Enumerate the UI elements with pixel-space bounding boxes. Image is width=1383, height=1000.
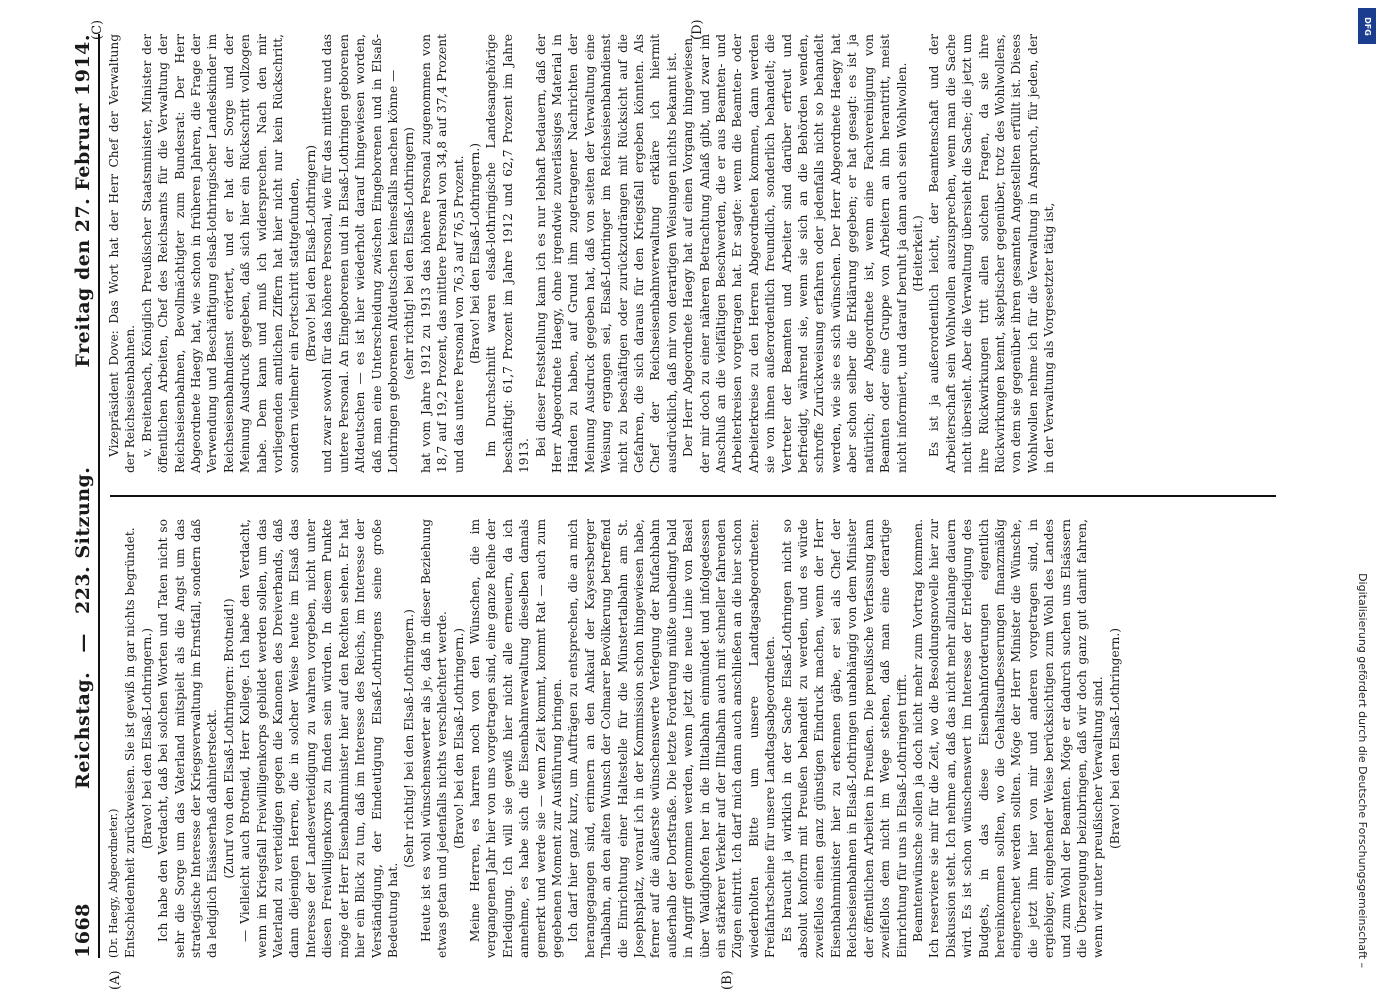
header-title [72, 368, 94, 888]
interjection: (Bravo! bei den Elsaß-Lothringern) [303, 144, 318, 363]
page-number: 1668 [72, 903, 94, 958]
interjection: (Bravo! bei den Elsaß-Lothringern.) [1107, 628, 1122, 849]
interjection: (Zuruf von den Elsaß-Lothringern: Brotneid!) [221, 598, 236, 879]
right-paragraph: und zwar sowohl für das höhere Personal, wie für das mittlere und das untere Personal. An Eingeborenen und in Elsaß-Lothringen geborenen Altdeutschen — es ist hier wiederholt darauf hingewiesen worden, daß man eine Unterscheidung zwischen Eingeborenen und in Elsaß-Lothringen geborenen Altdeutschen keinesfalls machen könne — [320, 33, 400, 474]
left-paragraph: Entschiedenheit zurückweisen. Sie ist gewiß in gar nichts begründet. [123, 527, 138, 958]
header-session: 223. Sitzung. [72, 466, 94, 615]
left-paragraph: Ich darf hier ganz kurz, um Aufträgen zu entsprechen, die an mich herangegangen sind, erinnern an den Ankauf der Kaysersberger Thalbahn, an den alten Wunsch der Colmarer Bevölkerung betreffend die Einrichtung einer Haltestelle für die Münstertalbahn am St. Josephsplatz, worauf ich in der Kommission schon hingewiesen habe, ferner auf die äußerste wünschenswerte Verlegung der Rufachbahn außerhalb der Dorfstraße. Die letzte Forderung müßte unbedingt bald in Angriff genommen werden, wenn jetzt die neue Linie von Basel über Waldighofen her in die Illtalbahn einmündet und infolgedessen ein stärkerer Verkehr auf der Illtalbahn auch mit schneller fahrenden Zügen eintritt. Ich darf mich dann auch anschließen an die hier schon wiederholten Bitte um unsere Landtagsabgeordneten: Freifahrtscheine für unsere Landtagsabgeordneten. [566, 518, 778, 958]
interjection: (Bravo! bei den Elsaß-Lothringern.) [139, 628, 154, 849]
header-dash: — [72, 633, 94, 653]
right-paragraph: Es ist ja außerordentlich leicht, der Beamtenschaft und der Arbeiterschaft sein Wohlwollen auszusprechen, wenn man die Sache nicht übersieht. Aber die Verwaltung übersieht die Sache; die jetzt um ihre Rückwirkungen tritt allen solchen Fragen, da sie ihre Rückwirkungen kennt, skeptischer gegenüber, trotz des Wohlwollens, von dem sie gegenüber ihren gesamten Angestellten erfüllt ist. Dieses Wohlwollen nehme ich für die Verwaltung in Anspruch, für jeden, der in der Verwaltung als Vorgesetzter tätig ist, [927, 33, 1057, 474]
right-paragraph: Bei dieser Feststellung kann ich es nur lebhaft bedauern, daß der Herr Abgeordnete Haegy, ohne irgendwie zuverlässiges Material in Händen zu haben, auf Grund ihm zugetragener Nachrichten der Meinung Ausdruck gegeben hat, daß von seiten der Verwaltung eine Weisung ergangen sei, Elsaß-Lothringer im Reichseisenbahndienst nicht zu beschäftigen oder zurückzudrängen mit Rücksicht auf die Gefahren, die sich daraus für den Kriegsfall ergeben könnten. Als Chef der Reichseisenbahnverwaltung erkläre ich hiermit ausdrücklich, daß mir von derartigen Weisungen nichts bekannt ist. [533, 33, 679, 474]
margin-marker-c: (C) [90, 19, 105, 40]
header-date: Freitag den 27. Februar 1914. [72, 34, 94, 368]
left-paragraph: Ich habe den Verdacht, daß bei solchen Worten und Taten nicht so sehr die Sorge um das Vaterland mitspielt als die Angst um das strategische Interesse der Kriegsverwaltung im Ernstfall, sondern daß da lediglich Eisässerhaß dahintersteckt. [156, 518, 220, 958]
left-column [106, 519, 1276, 958]
interjection: (sehr richtig! bei den Elsaß-Lothringern) [402, 127, 417, 380]
left-paragraph: Meine Herren, es harren noch von den Wünschen, die im vergangenen Jahr hier von uns vorgetragen sind, eine ganze Reihe der Erledigung. Ich will sie gewiß hier nicht alle erneuern, da ich annehme, es habe sich die Eisenbahnverwaltung dieselben damals gemerkt und werde sie — wenn Zeit kommt, kommt Rat — auch zum gegebenen Moment zur Ausführung bringen. [467, 518, 564, 958]
left-paragraph: — Vielleicht auch Brotneid, Herr Kollege. Ich habe den Verdacht, wenn im Kriegsfall Freiwilligenkorps gebildet werden sollen, um das Vaterland zu verteidigen gegen die Kanonen des Dreiverbands, daß dann diejenigen Herren, die in solcher Weise heute im Elsaß das Interesse der Landesverteidigung zu wahren vorgeben, nicht unter diesen Freiwilligenkorps zu finden sein würden. In diesem Punkte möge der Herr Eisenbahnminister hier auf den Rechten sehen. Er hat hier ein Blick zu tun, daß im Interesse des Reichs, im Interesse der Verständigung, der Eindeutigung Elsaß-Lothringens seine große Bedeutung hat. [238, 518, 400, 958]
left-paragraph: Heute ist es wohl wünschenswerter als je, daß in dieser Beziehung etwas getan und jedenfalls nichts verschlechtert werde. [418, 518, 450, 958]
right-paragraph: hat vom Jahre 1912 zu 1913 das höhere Personal zugenommen von 18,7 auf 19,2 Prozent, das mittlere Personal von 34,8 auf 37,4 Prozent und das untere Personal von 76,3 auf 76,5 Prozent. [418, 33, 466, 474]
dfg-logo-text: DFG [1362, 16, 1372, 36]
margin-marker-b: (B) [720, 970, 735, 990]
speaker-note: (Dr. Haegy, Abgeordneter.) [107, 808, 120, 958]
digitization-note-text: Digitalisierung gefördert durch die Deutsche Forschungsgemeinschaft – [1356, 573, 1369, 968]
left-paragraph: Beamtenwünsche sollen ja doch nicht mehr zum Vortrag kommen. Ich reserviere sie mir für die Zeit, wo die Besoldungsnovelle hier zur Diskussion steht. Ich nehme an, daß das nicht mehr allzulange dauern wird. Es ist schon wünschenswert im Interesse der Erledigung des Budgets, in das diese Eisenbahnforderungen eigentlich hereinkommen sollten, wo die Gehaltsaufbesserungen finanzmäßig eingerechnet werden sollten. Möge der Herr Minister die Wünsche, die jetzt ihm hier von mir und anderen vorgetragen sind, in ergiebiger, eingehender Weise berücksichtigen zum Wohl des Landes und zum Wohl der Beamten. Möge er dadurch suchen uns Elsässern die Überzeugung beizubringen, daß wir doch ganz gut damit fahren, wenn wir unter preußischer Verwaltung sind. [910, 518, 1106, 958]
right-column [106, 34, 1276, 473]
rotated-page [40, 0, 1340, 1000]
interjection: (Heiterkeit.) [910, 215, 925, 292]
margin-marker-a: (A) [108, 970, 123, 990]
interjection: (Bravo! bei den Elsaß-Lothringern.) [467, 143, 482, 364]
digitization-note [1351, 8, 1377, 988]
columns [106, 34, 1276, 958]
dfg-logo [1358, 8, 1376, 44]
right-paragraph: Im Durchschnitt waren elsaß-lothringische Landesangehörige beschäftigt: 61,7 Prozent im Jahre 1912 und 62,7 Prozent im Jahre 1913. [484, 33, 532, 474]
interjection: (Bravo! bei den Elsaß-Lothringern.) [451, 628, 466, 849]
right-paragraph: v. Breitenbach, Königlich Preußischer Staatsminister, Minister der öffentlichen Arbeiten, Chef des Reichsamts für die Verwaltung der Reichseisenbahnen, Bevollmächtigter zum Bundesrat: Der Herr Abgeordnete Haegy hat, wie schon in früheren Jahren, die Frage der Verwendung und Beschäftigung elsaß-lothringischer Landeskinder im Reichseisenbahndienst erörtert, und er hat der Sorge und der Meinung Ausdruck gegeben, daß sich hier ein Rückschritt vollzogen habe. Dem kann und muß ich widersprechen. Nach den mir vorliegenden amtlichen Ziffern hat hier nicht nur kein Rückschritt, sondern vielmehr ein Fortschritt stattgefunden, [139, 33, 302, 474]
right-paragraph: Vizepräsident Dove: Das Wort hat der Herr Chef der Verwaltung der Reichseisenbahnen. [107, 33, 138, 474]
interjection: (Sehr richtig! bei den Elsaß-Lothringern.) [402, 609, 417, 868]
column-divider [110, 495, 1276, 497]
header-house: Reichstag. [72, 671, 94, 789]
left-paragraph: Es braucht ja wirklich in der Sache Elsaß-Lothringen nicht so absolut konform mit Preußen behandelt zu werden, und es würde zweifellos einen ganz günstigen Eindruck machen, wenn der Herr Eisenbahnminister hier zu erkennen gäbe, er sei als Chef der Reichseisenbahnen in Elsaß-Lothringen unabhängig von dem Minister der öffentlichen Arbeiten in Preußen. Die preußische Verfassung kann zweifellos dem nicht im Wege stehen, daß man eine derartige Einrichtung für uns in Elsaß-Lothringen trifft. [779, 518, 909, 958]
right-paragraph: Der Herr Abgeordnete Haegy hat auf einen Vorgang hingewiesen, der mir doch zu einer näheren Betrachtung Anlaß gibt, und zwar im Anschluß an die vielfältigen Beschwerden, die er aus Beamten- und Arbeiterkreisen vorgetragen hat. Er sagte: wenn die Beamten- oder Arbeiterkreise zu den Herren Abgeordneten kommen, dann werden sie von ihnen außerordentlich freundlich, sonderlich behandelt; die Vertreter der Beamten und Arbeiter sind darüber erfreut und befriedigt, während sie, wenn sie sich an die Behörden wenden, schroffe Zurückweisung erfahren oder jedenfalls nicht so behandelt werden, wie sie es sich wünschen. Der Herr Abgeordnete Haegy hat aber schon selber die Erklärung gegeben; er hat gesagt: es ist ja natürlich; der Abgeordnete ist, wenn eine Fachvereinigung von Beamten oder eine Gruppe von Arbeitern an ihn herantritt, meist nicht informiert, und darauf beruht ja dann auch sein Wohlwollen. [681, 33, 909, 474]
page-header [72, 34, 100, 958]
margin-marker-d: (D) [690, 19, 705, 40]
